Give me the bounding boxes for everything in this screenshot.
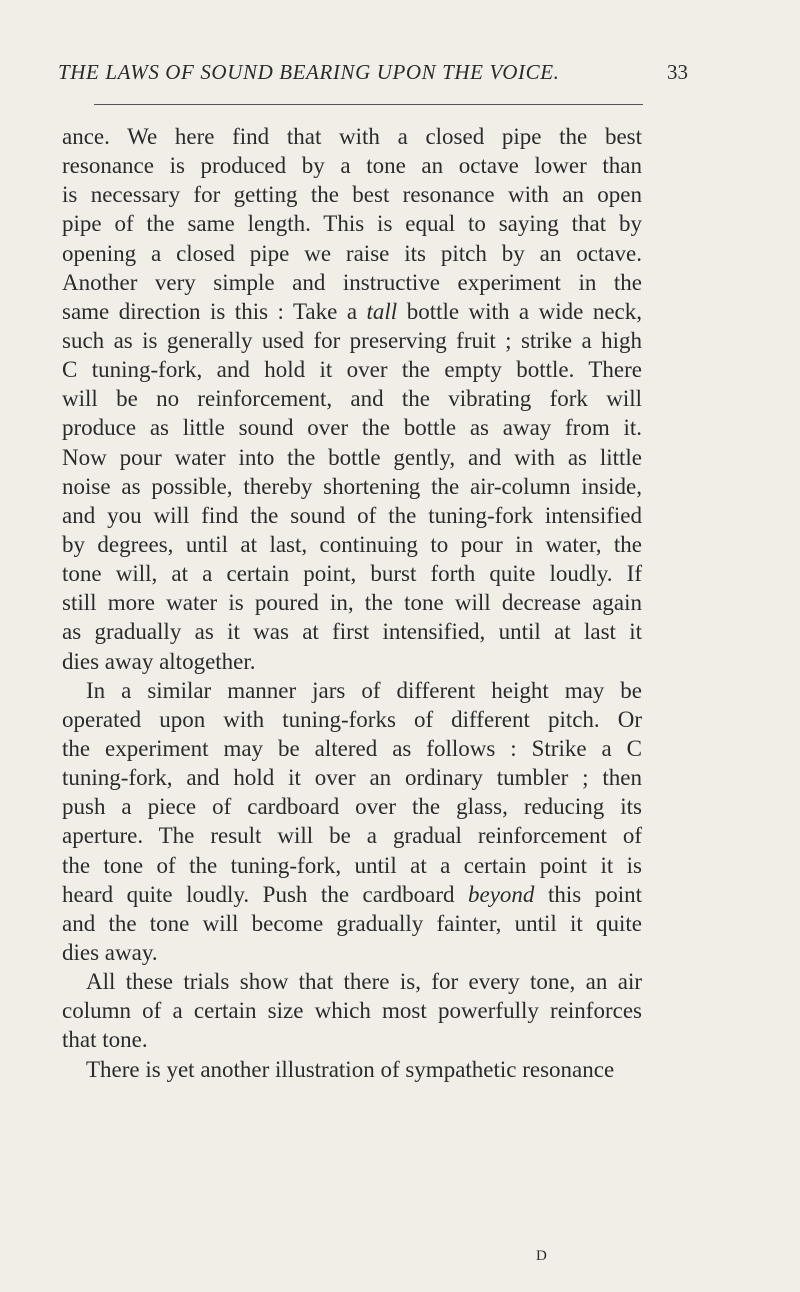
text-line [62, 1055, 642, 1084]
text-run: tuning-fork, and hold it over an ordinary tumbler ; then [62, 765, 642, 791]
text-line [62, 676, 642, 705]
text-line [62, 501, 642, 530]
text-line [62, 326, 642, 355]
text-run: tone will, at a certain point, burst forth quite loudly. If [62, 561, 642, 587]
text-run: bottle with a wide neck, [397, 298, 642, 324]
text-line [62, 151, 642, 180]
text-run: column of a certain size which most powerfully reinforces [62, 998, 642, 1024]
text-run: All these trials show that there is, for every tone, an air [86, 969, 642, 995]
italic-text: beyond [468, 881, 535, 907]
page-number: 33 [667, 60, 688, 84]
text-line [62, 209, 642, 238]
text-run: and you will find the sound of the tuning-fork intensified [62, 502, 642, 528]
text-run: aperture. The result will be a gradual reinforcement of [62, 823, 642, 849]
text-run: noise as possible, thereby shortening the air-column inside, [62, 473, 642, 499]
text-line [62, 239, 642, 268]
text-run: the experiment may be altered as follows : Strike a C [62, 735, 642, 761]
signature-mark: D [536, 1248, 548, 1264]
text-line [62, 938, 642, 967]
text-line [62, 413, 642, 442]
paragraph [62, 122, 642, 676]
text-line [62, 792, 642, 821]
paragraph [62, 1055, 642, 1084]
text-line [62, 763, 642, 792]
text-run: push a piece of cardboard over the glass, reducing its [62, 794, 642, 820]
paragraph [62, 967, 642, 1054]
text-run: heard quite loudly. Push the cardboard [62, 881, 469, 907]
text-line [62, 880, 642, 909]
text-line [62, 821, 642, 850]
text-line [62, 909, 642, 938]
text-run: the tone of the tuning-fork, until at a certain point it is [62, 852, 642, 878]
text-run: dies away. [62, 939, 158, 965]
text-run: opening a closed pipe we raise its pitch by an octave. [62, 240, 642, 266]
text-line [62, 967, 642, 996]
text-run: ance. We here find that with a closed pipe the best [62, 124, 642, 149]
header-rule [94, 104, 643, 105]
text-line [62, 530, 642, 559]
text-line [62, 472, 642, 501]
text-run: is necessary for getting the best resonance with an open [62, 182, 642, 208]
text-run: and the tone will become gradually fainter, until it quite [62, 910, 642, 936]
text-line [62, 355, 642, 384]
text-run: There is yet another illustration of sympathetic resonance [86, 1056, 615, 1082]
text-run: produce as little sound over the bottle as away from it. [62, 415, 642, 441]
text-line [62, 996, 642, 1025]
text-line [62, 617, 642, 646]
body-text [62, 122, 642, 1084]
text-line [62, 443, 642, 472]
paragraph [62, 676, 642, 967]
text-line [62, 705, 642, 734]
text-run: resonance is produced by a tone an octave lower than [62, 153, 642, 179]
text-line [62, 384, 642, 413]
text-line [62, 559, 642, 588]
text-run: operated upon with tuning-forks of different pitch. Or [62, 706, 642, 732]
text-run: that tone. [62, 1027, 148, 1053]
text-line [62, 297, 642, 326]
text-run: C tuning-fork, and hold it over the empty bottle. There [62, 357, 642, 383]
text-run: Now pour water into the bottle gently, and with as little [62, 444, 642, 470]
text-line [62, 647, 642, 676]
text-line [62, 588, 642, 617]
text-run: Another very simple and instructive experiment in the [62, 269, 642, 295]
text-line [62, 734, 642, 763]
text-run: such as is generally used for preserving fruit ; strike a high [62, 327, 642, 353]
text-line [62, 180, 642, 209]
text-line [62, 268, 642, 297]
text-run: In a similar manner jars of different height may be [86, 677, 642, 703]
running-title: THE LAWS OF SOUND BEARING UPON THE VOICE. [58, 60, 560, 84]
text-run: by degrees, until at last, continuing to pour in water, the [62, 531, 642, 557]
text-run: as gradually as it was at first intensified, until at last it [62, 619, 642, 645]
text-run: dies away altogether. [62, 648, 256, 674]
italic-text: tall [366, 298, 398, 324]
running-head [58, 58, 688, 90]
text-line [62, 122, 642, 151]
text-run: same direction is this : Take a [62, 298, 367, 324]
text-line [62, 1025, 642, 1054]
text-run: pipe of the same length. This is equal to saying that by [62, 211, 642, 237]
text-run: this point [534, 881, 642, 907]
text-line [62, 851, 642, 880]
text-run: will be no reinforcement, and the vibrating fork will [62, 386, 642, 412]
text-run: still more water is poured in, the tone will decrease again [62, 590, 642, 616]
